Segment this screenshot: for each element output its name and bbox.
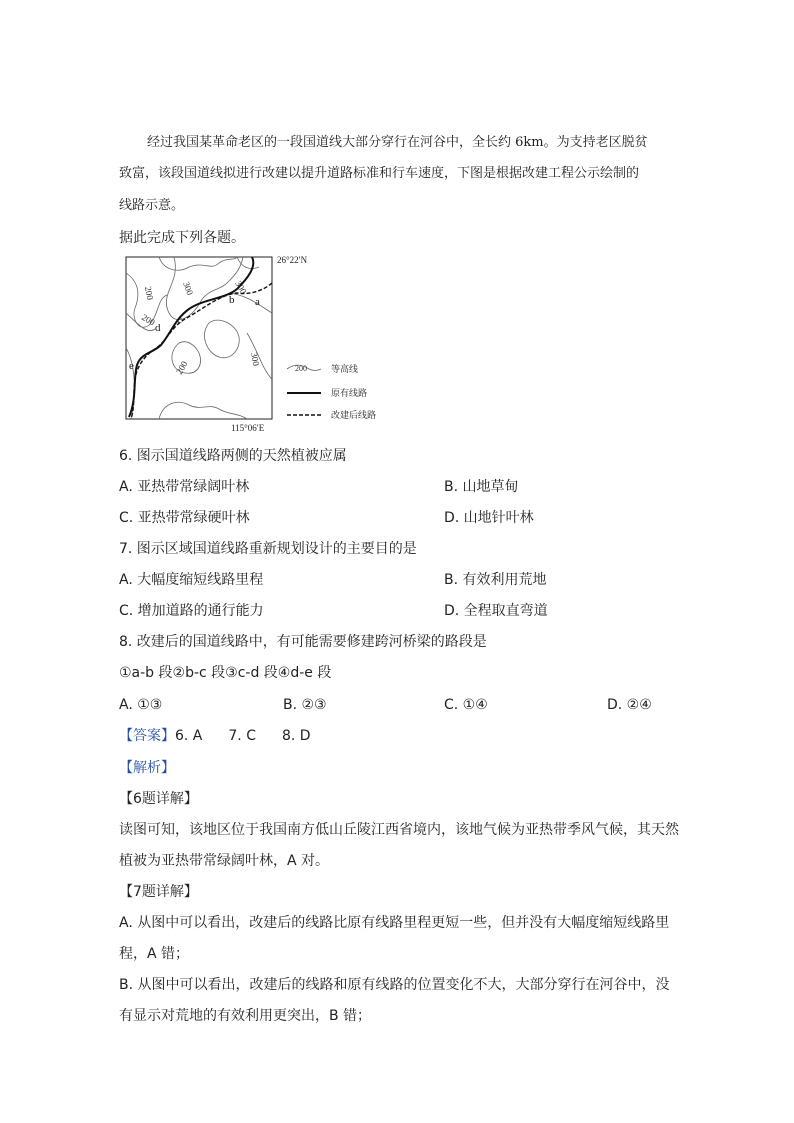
latitude-label: 26°22′N <box>277 255 308 265</box>
q7-detail-tag: 【7题详解】 <box>119 884 198 900</box>
route-point-label: e <box>129 360 134 372</box>
q6-detail-line-2: 植被为亚热带常绿阔叶林，A 对。 <box>119 853 330 869</box>
question-7-option-d: D. 全程取直弯道 <box>444 603 548 619</box>
legend-contour-label: 等高线 <box>331 364 359 374</box>
contour-label: 300 <box>249 351 262 367</box>
contour-label: 200 <box>140 312 157 328</box>
answer-value: 6. A <box>175 728 203 744</box>
question-8-option-c: C. ①④ <box>444 697 488 713</box>
question-6-option-c: C. 亚热带常绿硬叶林 <box>119 510 250 526</box>
answer-tag: 【答案】 <box>119 728 175 744</box>
question-8-subitems: ①a-b 段②b-c 段③c-d 段④d-e 段 <box>119 665 332 681</box>
q7-detail-a-line-2: 程，A 错； <box>119 946 190 962</box>
intro-prompt: 据此完成下列各题。 <box>119 230 245 246</box>
contour-label: 200 <box>143 285 156 301</box>
contour-line <box>204 320 239 358</box>
question-8-option-a: A. ①③ <box>119 697 163 713</box>
contour-line <box>159 257 237 270</box>
legend-rebuilt-label: 改建后线路 <box>331 410 377 420</box>
route-point-label: a <box>255 296 260 308</box>
question-7-option-a: A. 大幅度缩短线路里程 <box>119 572 264 588</box>
answer-line <box>119 727 311 745</box>
question-7-stem: 7. 图示区域国道线路重新规划设计的主要目的是 <box>119 541 417 557</box>
route-map-figure <box>119 253 399 433</box>
analysis-tag: 【解析】 <box>119 760 175 776</box>
question-8-stem: 8. 改建后的国道线路中，有可能需要修建跨河桥梁的路段是 <box>119 634 487 650</box>
route-point-label: b <box>229 294 235 306</box>
contour-line <box>159 402 247 419</box>
answer-value: 7. C <box>228 728 256 744</box>
route-point-label: d <box>155 322 161 334</box>
contour-line <box>229 293 272 313</box>
legend-contour-value: 200 <box>295 364 307 373</box>
intro-line-1: 经过我国某革命老区的一段国道线大部分穿行在河谷中，全长约 6km。为支持老区脱贫 <box>147 135 648 150</box>
contour-label: 300 <box>181 280 196 297</box>
route-point-label: c <box>177 314 182 326</box>
question-8-option-d: D. ②④ <box>607 697 652 713</box>
legend-original-label: 原有线路 <box>331 388 368 398</box>
contour-label: 300 <box>233 279 249 296</box>
contour-label: 200 <box>174 359 190 376</box>
q6-detail-tag: 【6题详解】 <box>119 791 198 807</box>
map-legend <box>287 363 376 420</box>
q7-detail-a-line-1: A. 从图中可以看出，改建后的线路比原有线路里程更短一些，但并没有大幅度缩短线路里 <box>119 915 670 931</box>
question-6-option-a: A. 亚热带常绿阔叶林 <box>119 479 250 495</box>
question-7-option-b: B. 有效利用荒地 <box>444 572 547 588</box>
question-6-stem: 6. 图示国道线路两侧的天然植被应属 <box>119 448 347 464</box>
question-6-option-b: B. 山地草甸 <box>444 479 519 495</box>
question-6-option-d: D. 山地针叶林 <box>444 510 534 526</box>
contour-line <box>237 257 259 269</box>
longitude-label: 115°06′E <box>231 423 265 433</box>
q7-detail-b-line-2: 有显示对荒地的有效利用更突出，B 错； <box>119 1008 372 1024</box>
question-7-option-c: C. 增加道路的通行能力 <box>119 603 264 619</box>
q6-detail-line-1: 读图可知，该地区位于我国南方低山丘陵江西省境内，该地气候为亚热带季风气候，其天然 <box>119 822 679 838</box>
question-8-option-b: B. ②③ <box>283 697 327 713</box>
contour-line <box>166 257 243 320</box>
answer-value: 8. D <box>281 728 311 744</box>
intro-line-2: 致富，该段国道线拟进行改建以提升道路标准和行车速度，下图是根据改建工程公示绘制的 <box>119 166 640 181</box>
q7-detail-b-line-1: B. 从图中可以看出，改建后的线路和原有线路的位置变化不大，大部分穿行在河谷中，没 <box>119 977 670 993</box>
intro-line-3: 线路示意。 <box>119 198 185 213</box>
